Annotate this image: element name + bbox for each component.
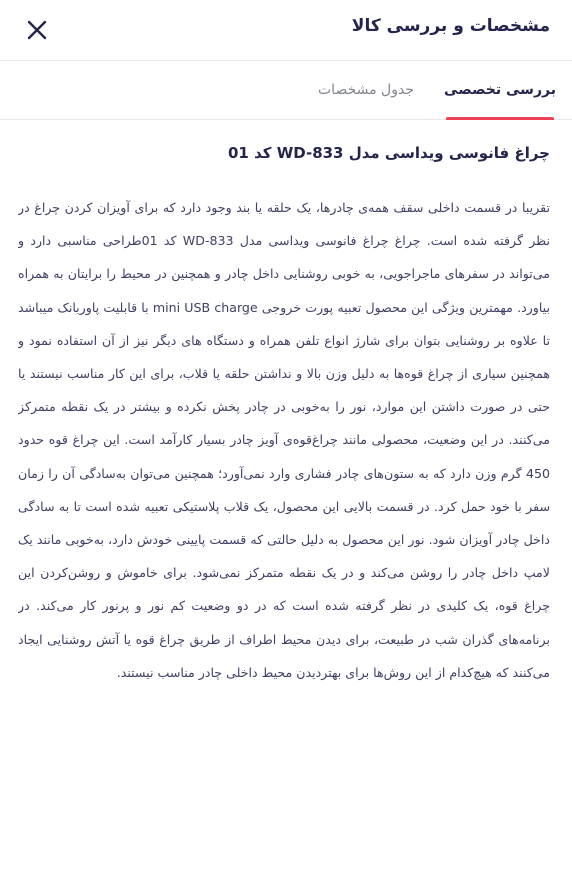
tab-expert-review-label: بررسی تخصصی [444,82,556,98]
tab-specifications-label: جدول مشخصات [318,82,414,98]
tab-specifications[interactable] [308,61,424,119]
close-button[interactable] [22,15,52,45]
active-tab-indicator [446,117,554,120]
review-content [18,135,550,702]
review-paragraph: تقریبا در قسمت داخلی سقف همه‌ی چادرها، یک حلقه یا بند وجود دارد که برای آویزان کردن چراغ در نظر گرفته شده است. چراغ چراغ فانوسی ویداسی مدل WD-833 کد 01طراحی مناسبی دارد و می‌تواند در سفرهای ماجراجویی، به خوبی روشنایی داخل چادر و همچنین در محیط را برایتان به همراه بیاورد. مهمترین ویژگی این محصول تعبیه پورت خروجی mini USB charge با قابلیت پاوربانک میباشد تا علاوه بر روشنایی بتوان برای شارژ انواع تلفن همراه و دستگاه های دیگر نیز از آن استفاده نمود و همچنین سیاری از چراغ قوه‌ها به دلیل وزن بالا و نداشتن حلقه یا قلاب، برای این کار مناسب نیستند یا حتی در صورت داشتن این موارد، نور را به‌خوبی در چادر پخش نکرده و بیشتر در یک نقطه متمرکز می‌کنند. در این وضعیت، محصولی مانند چراغ‌قوه‌ی آویز چادر بسیار کارآمد است. این چراغ قوه حدود 450 گرم وزن دارد که به ستون‌های چادر فشاری وارد نمی‌آورد؛ همچنین می‌توان به‌سادگی آن را زمان سفر با خود حمل کرد. در قسمت بالایی این محصول، یک قلاب پلاستیکی تعبیه شده است تا به سادگی داخل چادر آویزان شود. نور این محصول به دلیل حالتی که قسمت پایینی خودش دارد، به‌خوبی مانند یک لامپ داخل چادر را روشن می‌کند و در یک نقطه متمرکز نمی‌شود. برای خاموش و روشن‌کردن این چراغ قوه، یک کلیدی در نظر گرفته شده است که در دو وضعیت کم نور و پرنور کار می‌کند. در برنامه‌های گذران شب در طبیعت، برای دیدن محیط اطراف از طریق چراغ قوه یا آتش روشنایی ایجاد می‌کنند که هیچ‌کدام از این روش‌ها برای بهتردیدن محیط داخلی چادر مناسب نیستند. [18,200,550,680]
modal-title: مشخصات و بررسی کالا [351,16,550,36]
product-heading: چراغ فانوسی ویداسی مدل WD-833 کد 01 [227,144,550,162]
close-icon [27,20,47,40]
modal-header [0,0,572,61]
tab-expert-review[interactable] [446,61,554,119]
tab-bar [0,61,572,120]
